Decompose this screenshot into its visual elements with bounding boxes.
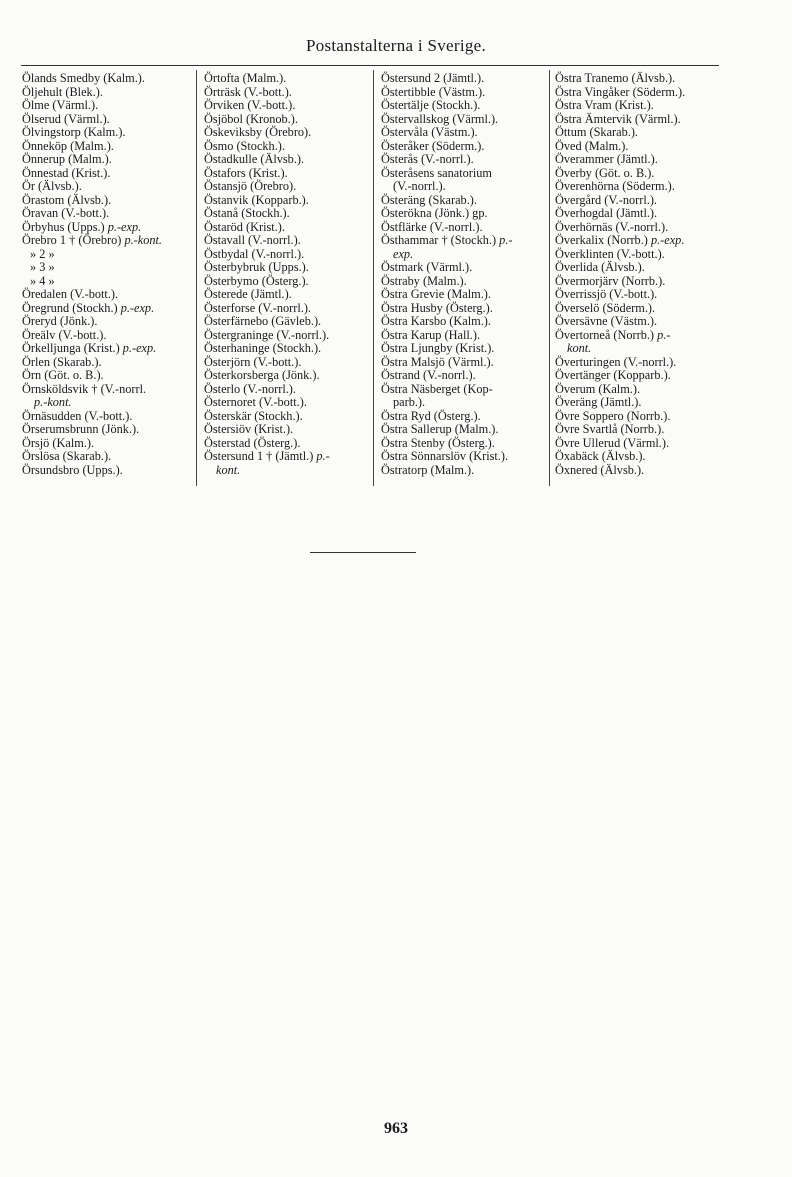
entry-name: Österbymo (Österg.). bbox=[204, 273, 309, 288]
entry-name: Överselö (Söderm.). bbox=[555, 300, 656, 315]
directory-entry bbox=[555, 396, 727, 410]
directory-entry bbox=[555, 234, 727, 248]
directory-entry bbox=[555, 126, 727, 140]
directory-entry bbox=[204, 126, 370, 140]
directory-entry bbox=[204, 72, 370, 86]
entry-office-type: p.-exp. bbox=[120, 300, 155, 315]
directory-entry bbox=[22, 180, 192, 194]
entry-name: Öreryd (Jönk.). bbox=[22, 314, 98, 328]
entry-name: Överammer (Jämtl.). bbox=[555, 152, 658, 166]
entry-name: Örebro 1 † (Örebro) bbox=[22, 233, 125, 247]
entry-name: Östanvik (Kopparb.). bbox=[204, 192, 309, 207]
directory-entry bbox=[381, 86, 547, 100]
entry-name: Övermorjärv (Norrb.). bbox=[555, 273, 666, 288]
directory-entry bbox=[22, 234, 192, 248]
entry-name: Östernoret (V.-bott.). bbox=[204, 395, 307, 409]
directory-entry bbox=[204, 99, 370, 113]
entry-name: Östra Karup (Hall.). bbox=[381, 327, 481, 342]
entry-name: Övre Soppero (Norrb.). bbox=[555, 408, 671, 423]
entry-name: Österede (Jämtl.). bbox=[204, 287, 292, 301]
directory-entry bbox=[381, 167, 547, 181]
directory-entry bbox=[204, 356, 370, 370]
directory-entry bbox=[381, 423, 547, 437]
column-4 bbox=[555, 72, 727, 477]
directory-entry bbox=[555, 86, 727, 100]
directory-entry bbox=[555, 423, 727, 437]
directory-entry bbox=[204, 423, 370, 437]
entry-name: Överkalix (Norrb.) bbox=[555, 233, 651, 247]
directory-entry bbox=[555, 450, 727, 464]
entry-name: Östervallskog (Värml.). bbox=[381, 111, 499, 126]
entry-name: Örnäsudden (V.-bott.). bbox=[22, 408, 133, 423]
directory-entry bbox=[22, 194, 192, 208]
directory-entry bbox=[555, 113, 727, 127]
entry-name: Öregrund (Stockh.) bbox=[22, 300, 121, 315]
directory-entry bbox=[555, 437, 727, 451]
entry-name: Österforse (V.-norrl.). bbox=[204, 300, 311, 315]
entry-name: Övertänger (Kopparb.). bbox=[555, 368, 671, 382]
entry-name: Örslösa (Skarab.). bbox=[22, 449, 112, 463]
directory-entry bbox=[22, 315, 192, 329]
directory-entry bbox=[204, 167, 370, 181]
directory-entry bbox=[22, 450, 192, 464]
directory-entry bbox=[22, 72, 192, 86]
entry-name: Överum (Kalm.). bbox=[555, 381, 641, 396]
directory-entry bbox=[22, 423, 192, 437]
entry-name: Ölvingstorp (Kalm.). bbox=[22, 125, 126, 139]
entry-name: Örviken (V.-bott.). bbox=[204, 98, 296, 112]
entry-name: parb.). bbox=[393, 395, 426, 409]
directory-entry bbox=[555, 410, 727, 424]
entry-name: Österäng (Skarab.). bbox=[381, 192, 477, 207]
entry-name: Överhogdal (Jämtl.). bbox=[555, 206, 658, 220]
directory-entry bbox=[204, 140, 370, 154]
entry-name: Österfärnebo (Gävleb.). bbox=[204, 314, 322, 328]
directory-entry bbox=[22, 356, 192, 370]
entry-name: Östra Ämtervik (Värml.). bbox=[555, 111, 681, 126]
directory-entry bbox=[381, 275, 547, 289]
entry-name: Öredalen (V.-bott.). bbox=[22, 287, 119, 301]
directory-entry bbox=[22, 464, 192, 478]
entry-name: Ölme (Värml.). bbox=[22, 98, 99, 112]
directory-entry bbox=[22, 275, 192, 289]
entry-name: Översävne (Västm.). bbox=[555, 314, 658, 328]
directory-entry bbox=[204, 113, 370, 127]
entry-name: Öravan (V.-bott.). bbox=[22, 206, 110, 220]
directory-entry bbox=[381, 99, 547, 113]
entry-office-type: kont. bbox=[216, 462, 241, 477]
entry-office-type: p.-kont. bbox=[124, 233, 163, 247]
directory-entry bbox=[381, 113, 547, 127]
directory-entry bbox=[204, 302, 370, 316]
directory-entry bbox=[555, 153, 727, 167]
entry-name: Östervåla (Västm.). bbox=[381, 125, 478, 139]
entry-name: Östergraninge (V.-norrl.). bbox=[204, 327, 330, 342]
entry-name: Örsjö (Kalm.). bbox=[22, 435, 95, 450]
entry-name: Örtofta (Malm.). bbox=[204, 71, 287, 85]
column-3 bbox=[381, 72, 547, 477]
directory-entry bbox=[22, 113, 192, 127]
entry-name: » 3 » bbox=[30, 260, 55, 274]
entry-office-type: p.- bbox=[657, 327, 671, 342]
directory-entry bbox=[204, 342, 370, 356]
entry-name: Örbyhus (Upps.) bbox=[22, 219, 108, 234]
entry-name: Örn (Göt. o. B.). bbox=[22, 368, 104, 382]
directory-entry bbox=[555, 261, 727, 275]
entry-name: Östmark (Värml.). bbox=[381, 260, 473, 274]
entry-name: Övre Ullerud (Värml.). bbox=[555, 435, 670, 450]
entry-name: Östra Näsberget (Kop- bbox=[381, 381, 493, 396]
directory-entry bbox=[555, 194, 727, 208]
entry-name: Örsundsbro (Upps.). bbox=[22, 462, 123, 477]
entry-name: Österhaninge (Stockh.). bbox=[204, 341, 322, 355]
entry-name: Östbydal (V.-norrl.). bbox=[204, 246, 305, 261]
entry-name: Österåsens sanatorium bbox=[381, 165, 492, 180]
directory-entry bbox=[381, 140, 547, 154]
directory-entry bbox=[381, 410, 547, 424]
directory-entry bbox=[204, 248, 370, 262]
directory-entry bbox=[22, 329, 192, 343]
column-2 bbox=[204, 72, 370, 477]
entry-name: Östra Malsjö (Värml.). bbox=[381, 354, 494, 369]
directory-entry bbox=[204, 207, 370, 221]
directory-entry bbox=[381, 450, 547, 464]
directory-entry bbox=[381, 221, 547, 235]
directory-entry bbox=[22, 140, 192, 154]
entry-name: Österkorsberga (Jönk.). bbox=[204, 368, 320, 382]
directory-entry bbox=[381, 72, 547, 86]
entry-name: Österökna (Jönk.) gp. bbox=[381, 206, 488, 220]
entry-name: Österåker (Söderm.). bbox=[381, 138, 485, 153]
entry-name: » 2 » bbox=[30, 246, 55, 261]
entry-name: Östersund 1 † (Jämtl.) bbox=[204, 449, 317, 463]
directory-entry bbox=[22, 207, 192, 221]
entry-name: Övertorneå (Norrb.) bbox=[555, 327, 658, 342]
directory-entry bbox=[22, 248, 192, 262]
entry-name: Örlen (Skarab.). bbox=[22, 354, 102, 369]
directory-entry bbox=[381, 234, 547, 248]
directory-entry bbox=[555, 329, 727, 343]
directory-entry bbox=[204, 275, 370, 289]
directory-entry bbox=[381, 207, 547, 221]
directory-entry bbox=[555, 180, 727, 194]
entry-name: Överrissjö (V.-bott.). bbox=[555, 287, 658, 301]
directory-entry bbox=[22, 99, 192, 113]
directory-entry bbox=[381, 396, 547, 410]
column-separator bbox=[373, 70, 374, 486]
entry-name: Öskeviksby (Örebro). bbox=[204, 125, 312, 139]
directory-entry bbox=[555, 356, 727, 370]
directory-entry bbox=[555, 383, 727, 397]
entry-name: Ölserud (Värml.). bbox=[22, 111, 110, 126]
directory-entry bbox=[204, 464, 370, 478]
entry-name: Östafors (Krist.). bbox=[204, 165, 288, 180]
directory-entry bbox=[381, 288, 547, 302]
entry-name: Övergård (V.-norrl.). bbox=[555, 192, 657, 207]
directory-entry bbox=[22, 383, 192, 397]
entry-name: Ölands Smedby (Kalm.). bbox=[22, 71, 145, 85]
entry-name: Öljehult (Blek.). bbox=[22, 84, 103, 99]
directory-entry bbox=[555, 288, 727, 302]
entry-name: Östra Sallerup (Malm.). bbox=[381, 422, 499, 436]
entry-name: Östra Stenby (Österg.). bbox=[381, 435, 495, 450]
directory-entry bbox=[204, 221, 370, 235]
directory-entry bbox=[381, 342, 547, 356]
directory-entry bbox=[204, 315, 370, 329]
column-separator bbox=[549, 70, 550, 486]
entry-name: Östrand (V.-norrl.). bbox=[381, 368, 476, 382]
header-rule bbox=[21, 65, 719, 66]
directory-entry bbox=[204, 86, 370, 100]
entry-name: Österjörn (V.-bott.). bbox=[204, 354, 302, 369]
entry-name: Östraby (Malm.). bbox=[381, 273, 467, 288]
entry-name: Överby (Göt. o. B.). bbox=[555, 165, 655, 180]
directory-entry bbox=[555, 248, 727, 262]
directory-entry bbox=[22, 302, 192, 316]
entry-name: Österås (V.-norrl.). bbox=[381, 152, 474, 166]
entry-name: Östratorp (Malm.). bbox=[381, 462, 475, 477]
directory-entry bbox=[555, 221, 727, 235]
entry-name: Östersiöv (Krist.). bbox=[204, 422, 294, 436]
directory-entry bbox=[22, 221, 192, 235]
directory-entry bbox=[204, 180, 370, 194]
entry-name: Östra Husby (Österg.). bbox=[381, 300, 493, 315]
directory-entry bbox=[22, 126, 192, 140]
entry-name: Östertibble (Västm.). bbox=[381, 84, 486, 99]
directory-entry bbox=[22, 342, 192, 356]
entry-name: (V.-norrl.). bbox=[393, 179, 446, 193]
entry-name: Ösjöbol (Kronob.). bbox=[204, 111, 298, 126]
directory-entry bbox=[381, 464, 547, 478]
directory-entry bbox=[555, 369, 727, 383]
entry-office-type: p.-kont. bbox=[34, 395, 72, 409]
directory-entry bbox=[555, 207, 727, 221]
entry-name: Övre Svartlå (Norrb.). bbox=[555, 422, 665, 436]
entry-name: Överturingen (V.-norrl.). bbox=[555, 354, 677, 369]
entry-name: Örserumsbrunn (Jönk.). bbox=[22, 422, 140, 436]
directory-entry bbox=[204, 396, 370, 410]
directory-entry bbox=[555, 464, 727, 478]
page-number: 963 bbox=[384, 1120, 408, 1137]
entry-office-type: p.-exp. bbox=[107, 219, 142, 234]
entry-name: Östra Vram (Krist.). bbox=[555, 98, 654, 112]
entry-name: Önneköp (Malm.). bbox=[22, 138, 114, 153]
directory-entry bbox=[204, 234, 370, 248]
directory-entry bbox=[22, 369, 192, 383]
directory-entry bbox=[22, 288, 192, 302]
section-rule bbox=[310, 552, 416, 553]
directory-entry bbox=[381, 261, 547, 275]
entry-name: Ösmo (Stockh.). bbox=[204, 138, 285, 153]
column-separator bbox=[196, 70, 197, 486]
directory-entry bbox=[381, 126, 547, 140]
directory-entry bbox=[204, 383, 370, 397]
directory-entry bbox=[555, 315, 727, 329]
entry-name: Överklinten (V.-bott.). bbox=[555, 246, 665, 261]
entry-name: Östra Karsbo (Kalm.). bbox=[381, 314, 491, 328]
entry-office-type: p.- bbox=[316, 449, 330, 463]
directory-entry bbox=[555, 302, 727, 316]
entry-name: Öttum (Skarab.). bbox=[555, 125, 638, 139]
directory-entry bbox=[204, 450, 370, 464]
directory-entry bbox=[381, 315, 547, 329]
directory-entry bbox=[22, 153, 192, 167]
entry-name: Öxnered (Älvsb.). bbox=[555, 462, 645, 477]
entry-name: Östansjö (Örebro). bbox=[204, 179, 297, 193]
directory-entry bbox=[204, 329, 370, 343]
entry-name: Östra Ryd (Österg.). bbox=[381, 408, 481, 423]
entry-name: Önnestad (Krist.). bbox=[22, 165, 111, 180]
page-header: Postanstalterna i Sverige. bbox=[305, 36, 487, 55]
entry-name: Östra Grevie (Malm.). bbox=[381, 287, 491, 301]
entry-office-type: p.- bbox=[499, 233, 513, 247]
directory-entry bbox=[22, 167, 192, 181]
directory-entry bbox=[381, 194, 547, 208]
entry-office-type: exp. bbox=[393, 246, 414, 261]
entry-office-type: kont. bbox=[567, 341, 592, 355]
directory-entry bbox=[381, 302, 547, 316]
entry-name: Östavall (V.-norrl.). bbox=[204, 233, 301, 247]
entry-name: Österlo (V.-norrl.). bbox=[204, 381, 296, 396]
directory-entry bbox=[204, 288, 370, 302]
entry-name: Örnsköldsvik † (V.-norrl. bbox=[22, 381, 147, 396]
directory-entry bbox=[555, 72, 727, 86]
directory-entry bbox=[555, 167, 727, 181]
directory-entry bbox=[381, 437, 547, 451]
directory-entry bbox=[555, 342, 727, 356]
entry-name: Örträsk (V.-bott.). bbox=[204, 84, 292, 99]
directory-entry bbox=[22, 437, 192, 451]
column-1 bbox=[22, 72, 192, 477]
entry-name: Östersund 2 (Jämtl.). bbox=[381, 71, 485, 85]
directory-entry bbox=[22, 86, 192, 100]
entry-name: Östra Ljungby (Krist.). bbox=[381, 341, 495, 355]
directory-entry bbox=[204, 410, 370, 424]
entry-name: Överlida (Älvsb.). bbox=[555, 260, 645, 274]
entry-name: Ör (Älvsb.). bbox=[22, 179, 82, 193]
entry-name: Östanå (Stockh.). bbox=[204, 206, 290, 220]
entry-name: Önnerup (Malm.). bbox=[22, 152, 112, 166]
directory-entry bbox=[204, 194, 370, 208]
directory-entry bbox=[204, 153, 370, 167]
directory-entry bbox=[22, 410, 192, 424]
entry-name: Östhammar † (Stockh.) bbox=[381, 233, 500, 247]
entry-name: Österbybruk (Upps.). bbox=[204, 260, 309, 274]
directory-entry bbox=[381, 383, 547, 397]
directory-entry bbox=[381, 369, 547, 383]
entry-name: Österskär (Stockh.). bbox=[204, 408, 303, 423]
entry-name: » 4 » bbox=[30, 273, 55, 288]
entry-name: Östra Tranemo (Älvsb.). bbox=[555, 71, 676, 85]
directory-entry bbox=[555, 275, 727, 289]
directory-entry bbox=[381, 248, 547, 262]
directory-entry bbox=[555, 99, 727, 113]
directory-entry bbox=[381, 329, 547, 343]
entry-office-type: p.-exp. bbox=[122, 341, 157, 355]
entry-name: Överenhörna (Söderm.). bbox=[555, 179, 675, 193]
entry-name: Överäng (Jämtl.). bbox=[555, 395, 642, 409]
directory-entry bbox=[204, 261, 370, 275]
entry-name: Östra Sönnarslöv (Krist.). bbox=[381, 449, 509, 463]
directory-entry bbox=[204, 437, 370, 451]
entry-name: Östaröd (Krist.). bbox=[204, 219, 285, 234]
directory-entry bbox=[22, 261, 192, 275]
directory-entry bbox=[381, 180, 547, 194]
entry-name: Örkelljunga (Krist.) bbox=[22, 341, 123, 355]
entry-name: Östadkulle (Älvsb.). bbox=[204, 152, 305, 166]
directory-entry bbox=[381, 153, 547, 167]
entry-name: Östertälje (Stockh.). bbox=[381, 98, 481, 112]
entry-name: Österstad (Österg.). bbox=[204, 435, 301, 450]
entry-name: Öxabäck (Älvsb.). bbox=[555, 449, 646, 463]
entry-office-type: p.-exp. bbox=[650, 233, 685, 247]
directory-entry bbox=[204, 369, 370, 383]
entry-name: Öved (Malm.). bbox=[555, 138, 629, 153]
entry-name: Östflärke (V.-norrl.). bbox=[381, 219, 483, 234]
directory-entry bbox=[555, 140, 727, 154]
directory-entry bbox=[22, 396, 192, 410]
entry-name: Östra Vingåker (Söderm.). bbox=[555, 84, 686, 99]
entry-name: Öreälv (V.-bott.). bbox=[22, 327, 107, 342]
entry-name: Överhörnäs (V.-norrl.). bbox=[555, 219, 669, 234]
directory-entry bbox=[381, 356, 547, 370]
entry-name: Örastom (Älvsb.). bbox=[22, 192, 112, 207]
